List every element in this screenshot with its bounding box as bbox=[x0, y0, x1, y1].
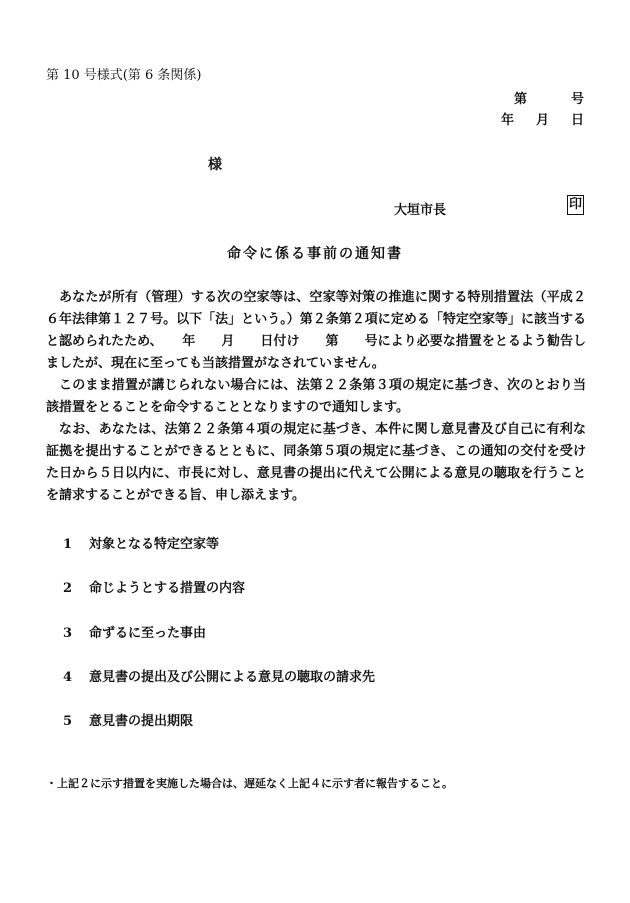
list-item-number: 4 bbox=[63, 670, 73, 685]
paragraph: あなたが所有（管理）する次の空家等は、空家等対策の推進に関する特別措置法（平成２６年法律第１２７号。以下「法」という。）第２条第２項に定める「特定空家等」に該当すると認められたため、 年 月 日付け 第 号により必要な措置をとるよう勧告しましたが、現在に至っても当該措置がなされていません。 bbox=[46, 290, 586, 371]
list-item-number: 1 bbox=[63, 537, 73, 552]
list-item bbox=[63, 622, 206, 641]
paragraph: なお、あなたは、法第２２条第４項の規定に基づき、本件に関し意見書及び自己に有利な証拠を提出することができるとともに、同条第５項の規定に基づき、この通知の交付を受けた日から５日以内に、市長に対し、意見書の提出に代えて公開による意見の聴取を行うことを請求することができる旨、申し添えます。 bbox=[46, 422, 586, 503]
form-number: 第 10 号様式(第 6 条関係) bbox=[46, 68, 202, 83]
date-month: 月 bbox=[535, 113, 549, 128]
list-item-label: 命ずるに至った事由 bbox=[89, 626, 207, 641]
paragraph: このまま措置が講じられない場合には、法第２２条第３項の規定に基づき、次のとおり当該措置をとることを命令することとなりますので通知します。 bbox=[46, 378, 586, 415]
document-title: 命令に係る事前の通知書 bbox=[227, 246, 403, 262]
list-item-number: 3 bbox=[63, 626, 73, 641]
date-day: 日 bbox=[570, 113, 584, 128]
list-item bbox=[63, 710, 193, 729]
addressee-suffix: 様 bbox=[208, 157, 222, 173]
date-year: 年 bbox=[500, 113, 514, 128]
list-item-label: 意見書の提出及び公開による意見の聴取の請求先 bbox=[89, 670, 376, 685]
list-item bbox=[63, 666, 375, 685]
list-item-number: 2 bbox=[63, 581, 73, 596]
document-number bbox=[514, 88, 584, 107]
sender-name: 大垣市長 bbox=[394, 203, 447, 218]
footnote: ・上記２に示す措置を実施した場合は、遅延なく上記４に示す者に報告すること。 bbox=[46, 777, 453, 790]
list-item-label: 意見書の提出期限 bbox=[89, 714, 194, 729]
list-item-label: 命じようとする措置の内容 bbox=[89, 581, 246, 596]
seal-mark: 印 bbox=[567, 195, 584, 215]
list-item bbox=[63, 533, 219, 552]
body-text bbox=[46, 287, 586, 507]
list-item-label: 対象となる特定空家等 bbox=[89, 537, 220, 552]
list-item-number: 5 bbox=[63, 714, 73, 729]
document-number-suffix: 号 bbox=[570, 92, 584, 107]
list-item bbox=[63, 577, 245, 596]
issue-date bbox=[501, 109, 584, 128]
document-number-prefix: 第 bbox=[513, 92, 527, 107]
